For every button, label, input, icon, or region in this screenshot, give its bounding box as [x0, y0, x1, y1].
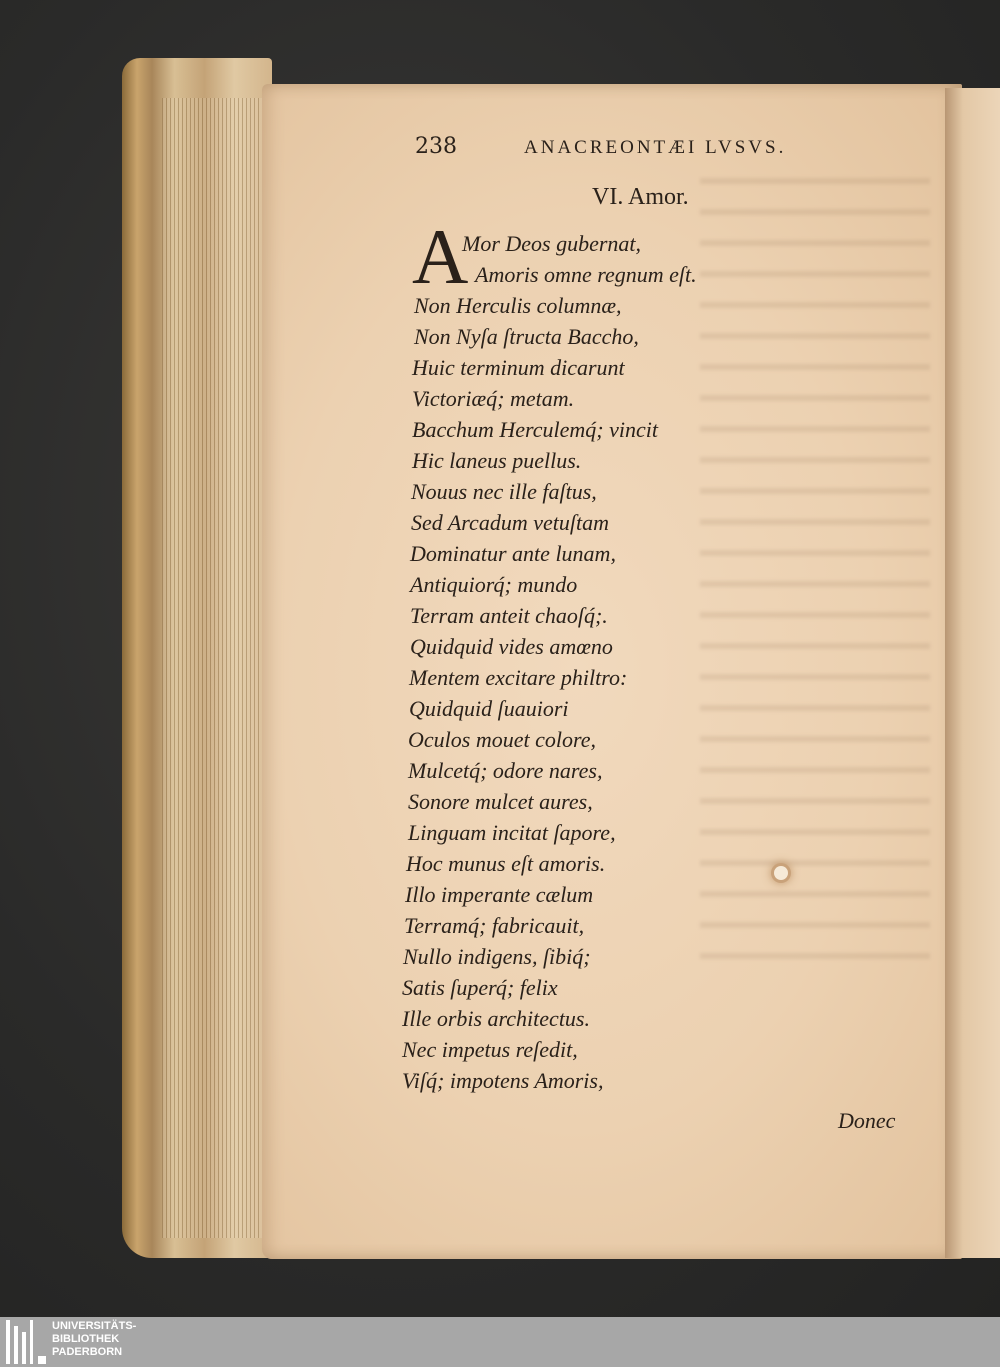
facing-page-edge: [945, 88, 1000, 1258]
poem-line: Hoc munus eſt amoris.: [406, 851, 606, 876]
poem-line: Non Nyſa ſtructa Baccho,: [414, 324, 639, 349]
poem-line: Sonore mulcet aures,: [408, 789, 593, 814]
page-number: 238: [415, 134, 457, 159]
poem-line: Amoris omne regnum eſt.: [475, 262, 697, 287]
library-name: [52, 1320, 252, 1359]
poem-line: Oculos mouet colore,: [408, 727, 596, 752]
poem-line: Nouus nec ille faſtus,: [411, 479, 597, 504]
poem-line: Sed Arcadum vetuſtam: [411, 510, 609, 535]
poem-body: [400, 228, 720, 1096]
poem-line: Satis ſuperq́; felix: [402, 975, 558, 1000]
drop-cap: A: [412, 213, 469, 300]
paper-hole: [774, 866, 788, 880]
poem-line: Bacchum Herculemq́; vincit: [412, 417, 658, 442]
poem-line: Quidquid vides amœno: [410, 634, 613, 659]
poem-line: Huic terminum dicarunt: [412, 355, 625, 380]
poem-line: Ille orbis architectus.: [402, 1006, 590, 1031]
library-name-line: UNIVERSITÄTS-: [52, 1320, 137, 1332]
poem-line: Mor Deos gubernat,: [462, 231, 642, 256]
poem-line: Mentem excitare philtro:: [409, 665, 628, 690]
show-through-text: [700, 160, 930, 980]
poem-line: Nec impetus reſedit,: [402, 1037, 578, 1062]
book-page-edges: [122, 58, 272, 1258]
poem-title: VI. Amor.: [592, 184, 689, 210]
poem-line: Nullo indigens, ſibiq́;: [403, 944, 591, 969]
catchword: Donec: [838, 1108, 896, 1133]
poem-line: Viſq́; impotens Amoris,: [402, 1068, 604, 1093]
library-name-line: BIBLIOTHEK: [52, 1333, 120, 1345]
poem-line: Terramq́; fabricauit,: [404, 913, 585, 938]
running-title: ANACREONTÆI LVSVS.: [524, 137, 787, 158]
library-name-line: PADERBORN: [52, 1346, 123, 1358]
poem-line: Quidquid ſuauiori: [409, 696, 569, 721]
poem-line: Hic laneus puellus.: [412, 448, 582, 473]
poem-line: Non Herculis columnæ,: [414, 293, 622, 318]
poem-line: Mulcetq́; odore nares,: [408, 758, 603, 783]
poem-line: Victoriæq́; metam.: [412, 386, 575, 411]
library-logo-icon: [4, 1320, 48, 1364]
poem-line: Linguam incitat ſapore,: [408, 820, 616, 845]
poem-line: Terram anteit chaoſq́;.: [410, 603, 608, 628]
poem-line: Dominatur ante lunam,: [410, 541, 616, 566]
library-footer: [0, 1317, 1000, 1367]
poem-line: Antiquiorq́; mundo: [410, 572, 578, 597]
poem-line: Illo imperante cælum: [405, 882, 594, 907]
